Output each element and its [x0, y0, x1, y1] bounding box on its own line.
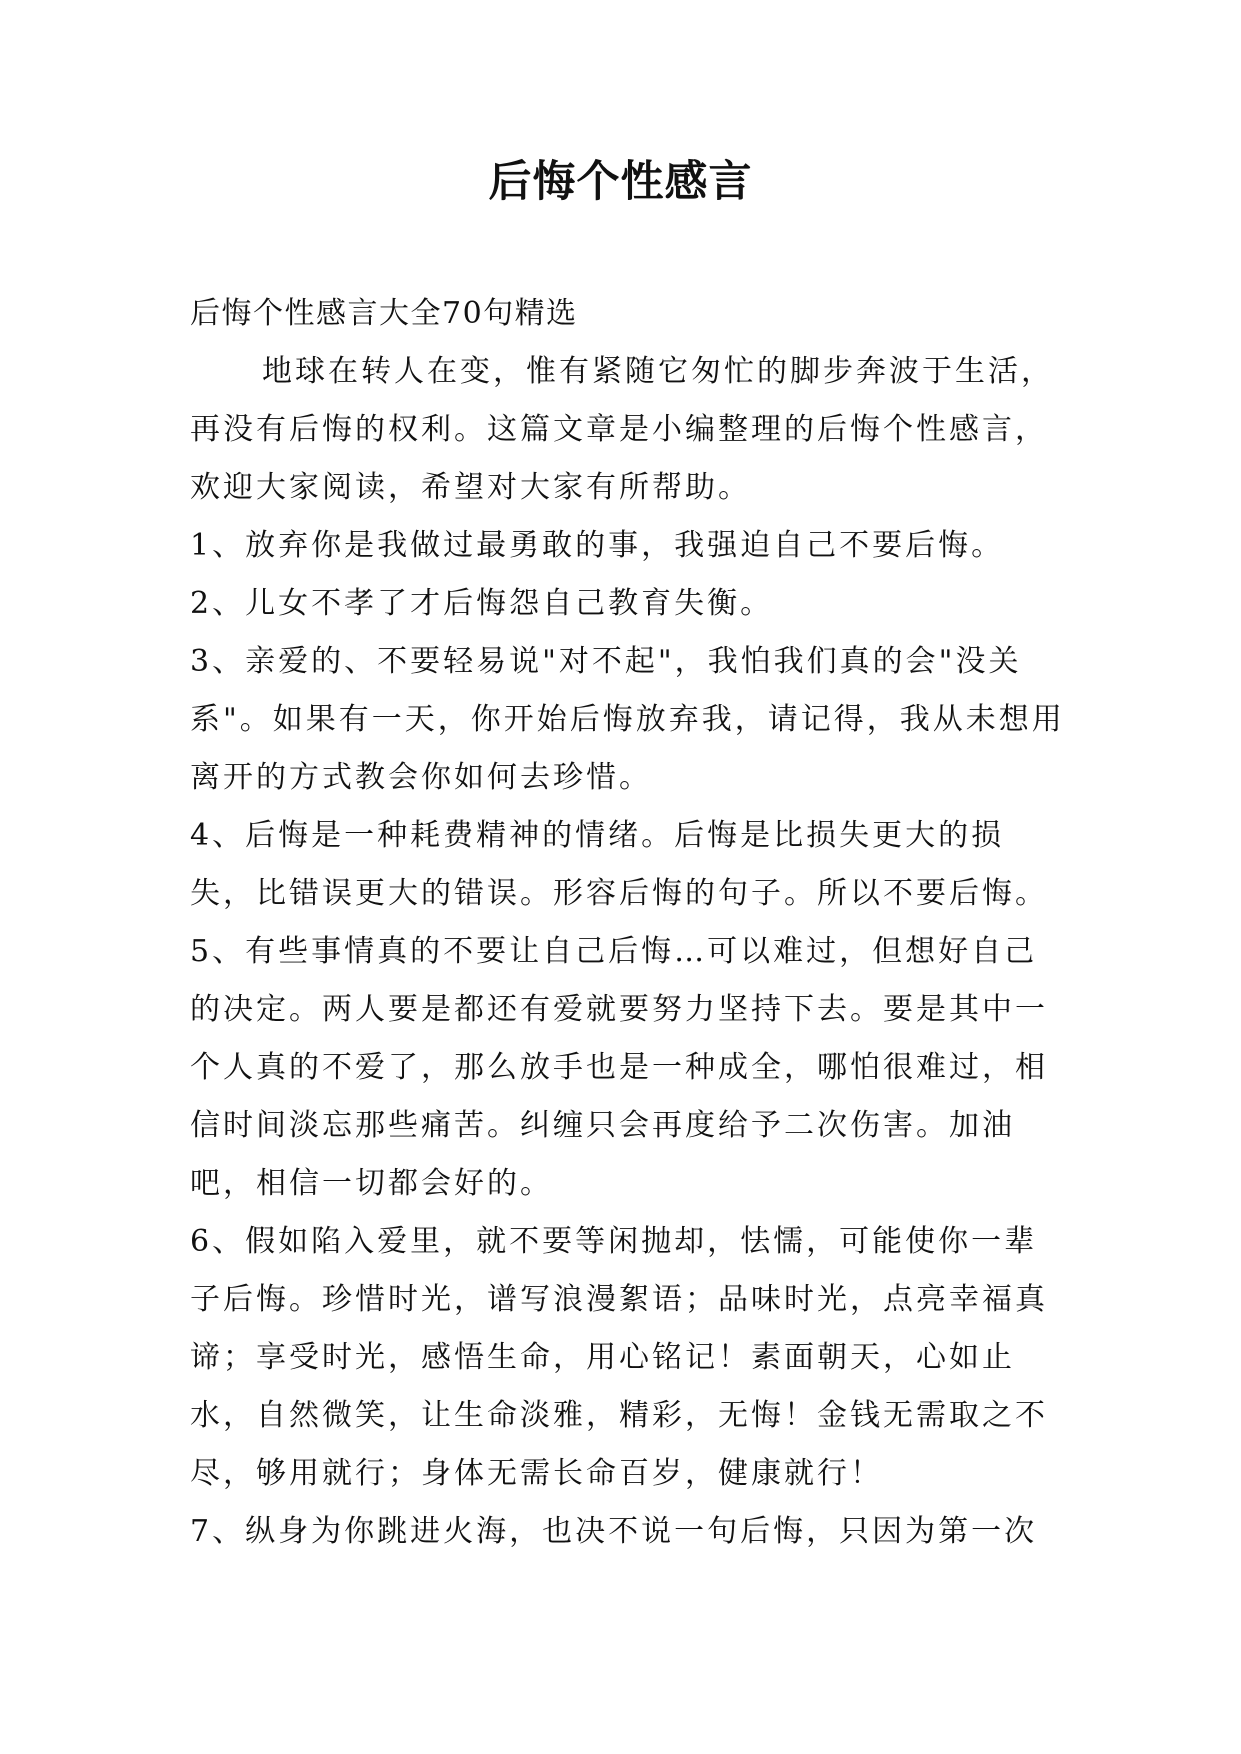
quote-item-6: 6、假如陷入爱里，就不要等闲抛却，怯懦，可能使你一辈子后悔。珍惜时光，谱写浪漫絮语；品味时光，点亮幸福真谛；享受时光，感悟生命，用心铭记！素面朝天，心如止水，自然微笑，让生命淡雅，精彩，无悔！金钱无需取之不尽，够用就行；身体无需长命百岁，健康就行！: [190, 1224, 1048, 1491]
quote-item-7: 7、纵身为你跳进火海，也决不说一句后悔，只因为第一次: [190, 1514, 1038, 1549]
quote-item-3: 3、亲爱的、不要轻易说"对不起"，我怕我们真的会"没关系"。如果有一天，你开始后悔放弃我，请记得，我从未想用离开的方式教会你如何去珍惜。: [190, 644, 1065, 795]
document-subtitle: 后悔个性感言大全70句精选: [190, 296, 578, 331]
quote-item-5: 5、有些事情真的不要让自己后悔…可以难过，但想好自己的决定。两人要是都还有爱就要努力坚持下去。要是其中一个人真的不爱了，那么放手也是一种成全，哪怕很难过，相信时间淡忘那些痛苦。纠缠只会再度给予二次伤害。加油吧，相信一切都会好的。: [190, 934, 1048, 1201]
document-body: [190, 285, 1070, 1561]
quote-item-4: 4、后悔是一种耗费精神的情绪。后悔是比损失更大的损失，比错误更大的错误。形容后悔的句子。所以不要后悔。: [190, 818, 1048, 911]
quote-item-2: 2、儿女不孝了才后悔怨自己教育失衡。: [190, 586, 774, 621]
intro-paragraph: 地球在转人在变，惟有紧随它匆忙的脚步奔波于生活，再没有后悔的权利。这篇文章是小编整理的后悔个性感言，欢迎大家阅读，希望对大家有所帮助。: [190, 354, 1054, 505]
quote-item-1: 1、放弃你是我做过最勇敢的事，我强迫自己不要后悔。: [190, 528, 1005, 563]
document-title: 后悔个性感言: [488, 157, 753, 207]
